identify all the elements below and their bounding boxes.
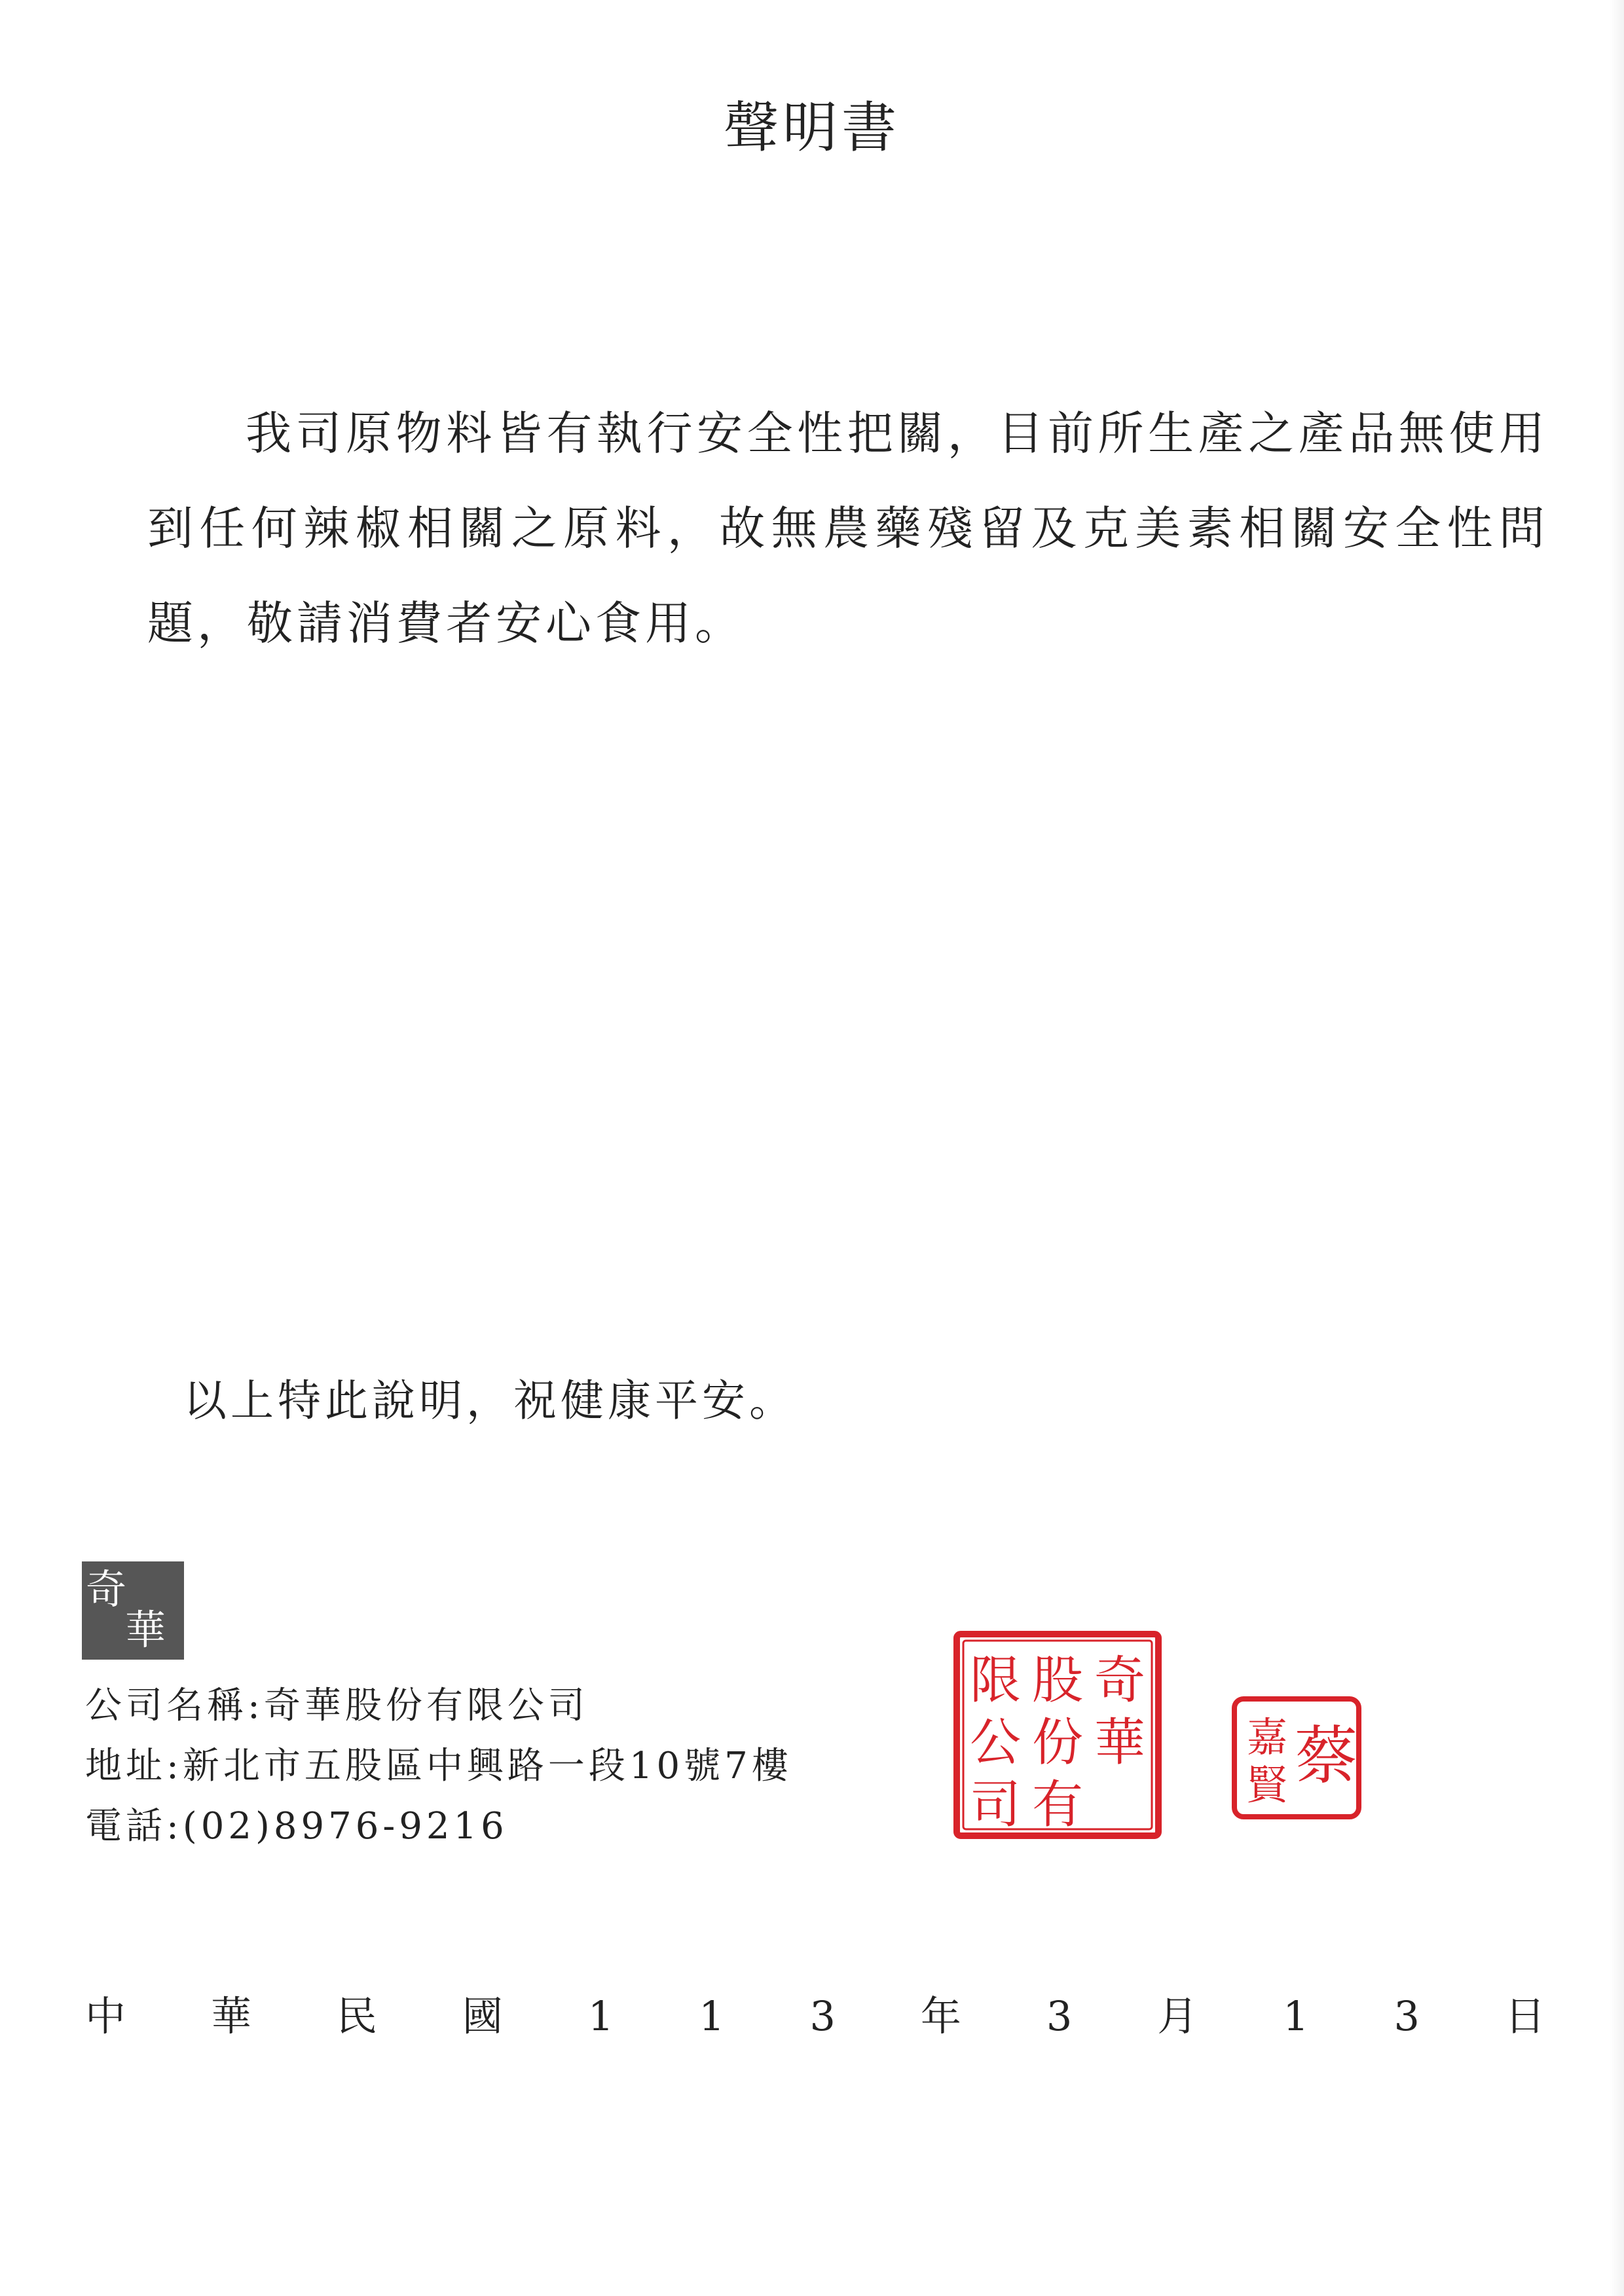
company-info [85, 1676, 792, 1857]
date-char: 年 [920, 1992, 961, 2040]
date-char: 中 [85, 1992, 126, 2040]
company-logo [82, 1561, 184, 1660]
company-address: 地址:新北市五股區中興路一段10號7樓 [85, 1745, 792, 1787]
date-char: 3 [1393, 1992, 1420, 2040]
date-char: 3 [1046, 1992, 1073, 2040]
company-phone: 電話:(02)8976-9216 [85, 1805, 508, 1848]
closing-line: 以上特此說明，祝健康平安。 [183, 1376, 796, 1426]
date-char: 1 [1283, 1992, 1309, 2040]
seal-char: 奇 [1094, 1651, 1146, 1710]
company-name: 公司名稱:奇華股份有限公司 [85, 1685, 589, 1727]
seal-char: 公 [969, 1713, 1022, 1772]
company-seal [953, 1630, 1162, 1840]
seal-char: 蔡 [1295, 1719, 1357, 1793]
seal-char: 賢 [1246, 1761, 1288, 1809]
page-edge [1610, 0, 1624, 2296]
date-char: 1 [699, 1992, 725, 2040]
seal-char: 司 [969, 1776, 1022, 1834]
date-char: 月 [1157, 1992, 1198, 2040]
seal-char: 份 [1031, 1713, 1084, 1772]
date-char: 民 [336, 1992, 377, 2040]
seal-char: 股 [1031, 1651, 1084, 1710]
logo-char: 奇 [86, 1565, 127, 1613]
date-line [85, 1984, 1545, 2049]
date-char: 3 [809, 1992, 836, 2040]
date-char: 華 [210, 1992, 251, 2040]
seal-char: 有 [1031, 1776, 1084, 1834]
date-char: 國 [462, 1992, 503, 2040]
date-char: 1 [587, 1992, 614, 2040]
seal-char: 限 [969, 1651, 1022, 1710]
statement-paragraph: 我司原物料皆有執行安全性把關，目前所生產之產品無使用到任何辣椒相關之原料，故無農藥殘留及克美素相關安全性問題，敬請消費者安心食用。 [147, 407, 1549, 650]
representative-seal [1231, 1696, 1362, 1820]
seal-char: 華 [1094, 1713, 1146, 1772]
seal-char: 嘉 [1246, 1713, 1288, 1761]
date-char: 日 [1504, 1992, 1545, 2040]
logo-char: 華 [125, 1606, 166, 1654]
document-title: 聲明書 [723, 96, 900, 160]
